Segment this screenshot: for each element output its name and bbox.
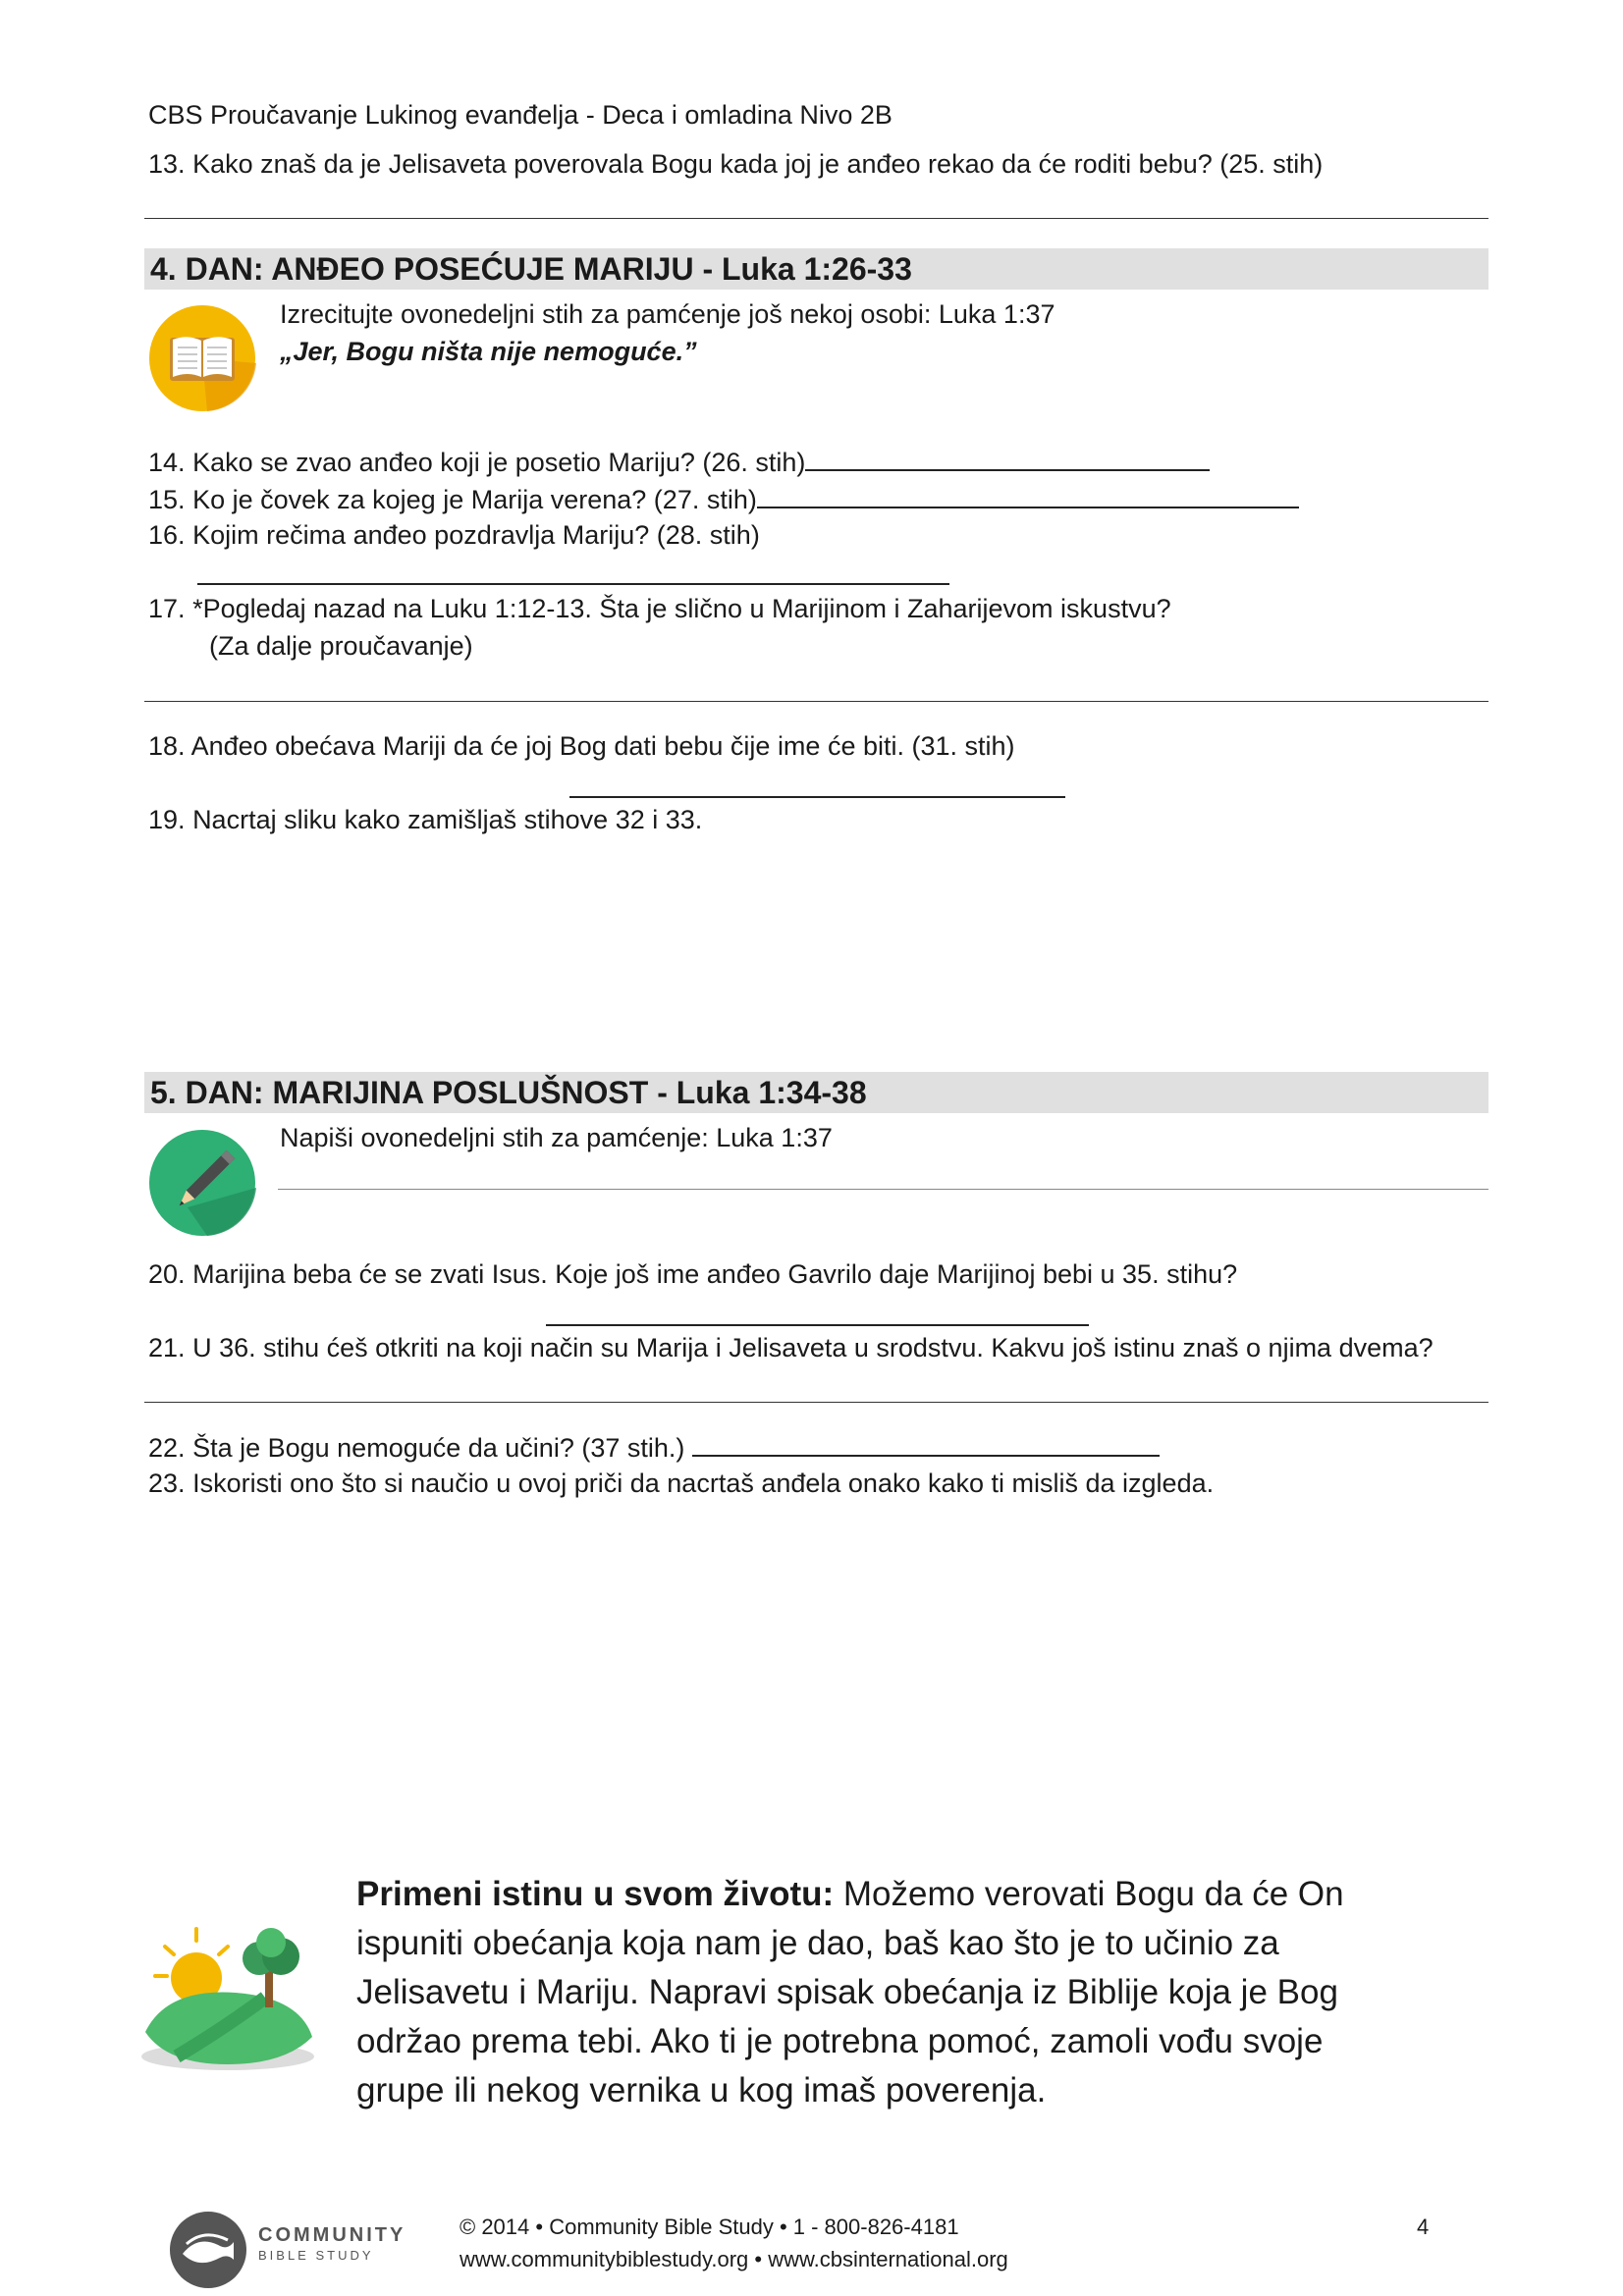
question-text: *Pogledaj nazad na Luku 1:12-13. Šta je slično u Marijinom i Zaharijevom iskustvu? [192, 594, 1171, 623]
apply-body: Možemo verovati Bogu da će On ispuniti obećanja koja nam je dao, baš kao što je to učinio za Jelisavetu i Mariju. Napravi spisak obećanja iz Biblije koja je Bog održao prema tebi. Ako ti je potrebna pomoć, zamoli vođu svoje grupe ili nekog vernika u kog imaš poverenja. [356, 1875, 1344, 2109]
answer-blank[interactable] [757, 481, 1299, 508]
question-number: 14. [148, 448, 186, 477]
question-number: 15. [148, 485, 186, 514]
answer-line[interactable] [144, 701, 1488, 702]
question-13 [148, 146, 1323, 182]
day5-header [144, 1072, 1488, 1113]
question-18 [148, 728, 1015, 764]
question-number: 20. [148, 1259, 186, 1289]
question-15 [148, 481, 1299, 517]
day5-instruction: Napiši ovonedeljni stih za pamćenje: Luka 1:37 [280, 1123, 833, 1152]
question-number: 23. [148, 1468, 186, 1498]
answer-line[interactable] [144, 218, 1488, 219]
footer-copyright: © 2014 • Community Bible Study • 1 - 800-826-4181 [460, 2215, 959, 2239]
question-21 [148, 1330, 1434, 1365]
question-16 [148, 517, 760, 553]
day4-instruction: Izrecitujte ovonedeljni stih za pamćenje još nekoj osobi: Luka 1:37 [280, 299, 1055, 329]
question-text: Šta je Bogu nemoguće da učini? (37 stih.) [192, 1433, 685, 1463]
answer-blank[interactable] [569, 796, 1065, 798]
answer-blank[interactable] [546, 1324, 1089, 1326]
answer-blank[interactable] [197, 583, 949, 585]
question-text: Anđeo obećava Mariji da će joj Bog dati bebu čije ime će biti. (31. stih) [190, 731, 1015, 761]
question-number: 19. [148, 805, 186, 834]
page-number: 4 [1417, 2215, 1430, 2239]
day5-title: 5. DAN: MARIJINA POSLUŠNOST - Luka 1:34-38 [150, 1075, 867, 1110]
cbs-logo-icon [169, 2211, 247, 2289]
answer-blank[interactable] [692, 1429, 1160, 1457]
day4-header [144, 248, 1488, 290]
question-text: Marijina beba će se zvati Isus. Koje još ime anđeo Gavrilo daje Marijinoj bebi u 35. stihu? [192, 1259, 1238, 1289]
question-text: Ko je čovek za kojeg je Marija verena? (27. stih) [192, 485, 757, 514]
question-text: Kojim rečima anđeo pozdravlja Mariju? (28. stih) [192, 520, 760, 550]
logo-line1: COMMUNITY [258, 2224, 406, 2246]
day4-title: 4. DAN: ANĐEO POSEĆUJE MARIJU - Luka 1:26-33 [150, 251, 912, 287]
question-text: Nacrtaj sliku kako zamišljaš stihove 32 i 33. [192, 805, 703, 834]
memory-verse: „Jer, Bogu ništa nije nemoguće.” [280, 337, 697, 366]
drawing-area[interactable] [144, 1512, 1488, 1836]
question-22 [148, 1429, 1160, 1466]
verse-writing-line[interactable] [278, 1189, 1488, 1190]
question-text: U 36. stihu ćeš otkriti na koji način su Marija i Jelisaveta u srodstvu. Kakvu još istinu znaš o njima dvema? [192, 1333, 1434, 1362]
landscape-icon [137, 1919, 319, 2076]
footer-websites[interactable]: www.communitybiblestudy.org • www.cbsinternational.org [460, 2247, 1008, 2271]
question-text: Kako znaš da je Jelisaveta poverovala Bogu kada joj je anđeo rekao da će roditi bebu? (25. stih) [192, 149, 1324, 179]
question-text: Iskoristi ono što si naučio u ovoj priči da nacrtaš anđela onako kako ti misliš da izgleda. [192, 1468, 1215, 1498]
question-17-note: (Za dalje proučavanje) [209, 631, 473, 661]
question-number: 17. [148, 594, 186, 623]
question-number: 13. [148, 149, 186, 179]
apply-lead: Primeni istinu u svom životu: [356, 1875, 835, 1913]
question-number: 21. [148, 1333, 186, 1362]
question-text: Kako se zvao anđeo koji je posetio Mariju? (26. stih) [192, 448, 806, 477]
question-number: 18. [148, 731, 186, 761]
pencil-icon [148, 1129, 256, 1237]
question-19 [148, 802, 702, 837]
drawing-area[interactable] [144, 844, 1488, 1060]
question-23 [148, 1466, 1214, 1501]
question-17 [148, 591, 1171, 626]
question-number: 16. [148, 520, 186, 550]
answer-blank[interactable] [805, 444, 1210, 471]
answer-line[interactable] [144, 1402, 1488, 1403]
running-title: CBS Proučavanje Lukinog evanđelja - Deca i omladina Nivo 2B [148, 100, 893, 130]
book-icon [148, 304, 256, 412]
question-14 [148, 444, 1210, 480]
apply-truth-text [356, 1870, 1397, 2115]
question-number: 22. [148, 1433, 186, 1463]
question-20 [148, 1256, 1237, 1292]
logo-line2: BIBLE STUDY [258, 2248, 374, 2263]
